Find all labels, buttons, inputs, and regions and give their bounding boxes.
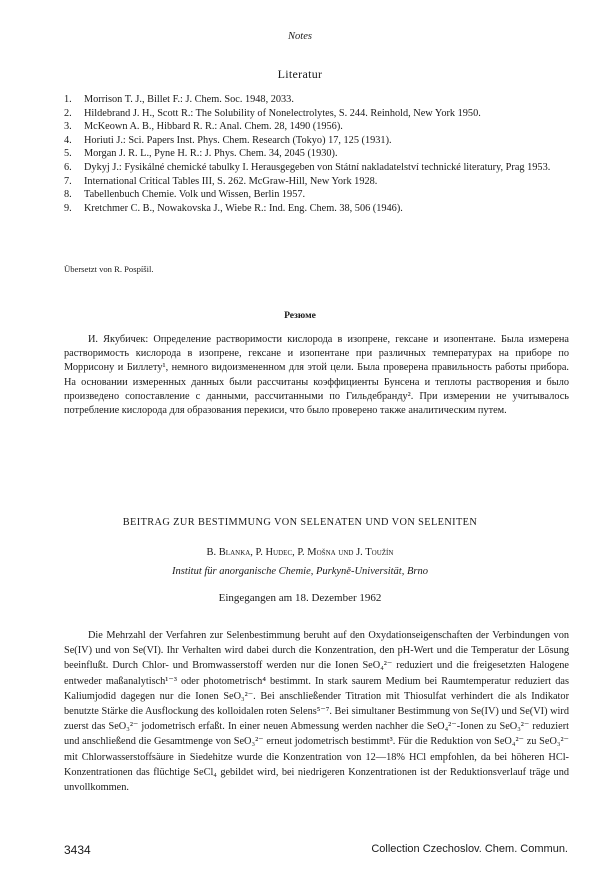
reference-number: 1. — [64, 94, 72, 105]
reference-item — [64, 188, 569, 202]
reference-number: 8. — [64, 189, 72, 201]
reference-text: Horiuti J.: Sci. Papers Inst. Phys. Chem. Research (Tokyo) 17, 125 (1931). — [84, 134, 392, 146]
resume-paragraph: И. Якубичек: Определение растворимости кислорода в изопрене, гексане и изопентане. Была измерена растворимость кислорода в изопрене, гексане и изопентане при различных температурах на приборе по Моррисону и Биллету¹, немного видоизмененном для этой цели. Была проверена правильность работы прибора. На основании измеренных данных были рассчитаны коэффициенты Бунсена и теплоты растворения и было произведено сопоставление с данными, рассчитанными по Гильдебранду². При измерении не учитывалось потребление кислорода для образования перекиси, что было проверено также аналитическим путем. — [64, 334, 569, 417]
journal-name: Collection Czechoslov. Chem. Commun. — [371, 843, 568, 855]
reference-number: 3. — [64, 121, 72, 133]
reference-item — [64, 93, 569, 107]
reference-text: Morrison T. J., Billet F.: J. Chem. Soc. 1948, 2033. — [84, 94, 294, 105]
reference-text: Dykyj J.: Fysikálné chemické tabulky I. Herausgegeben von Státní nakladatelství technické literatury, Prag 1953. — [84, 161, 551, 173]
reference-number: 7. — [64, 175, 72, 187]
page-number: 3434 — [64, 843, 91, 857]
running-header: Notes — [288, 31, 312, 42]
reference-number: 2. — [64, 107, 72, 119]
resume-heading: Резюме — [284, 310, 316, 321]
body-paragraph: Die Mehrzahl der Verfahren zur Selenbestimmung beruht auf den Oxydationseigenschaften der Verbindungen von Se(IV) und von Se(VI). Ihr Verhalten wird dabei durch die Konzentration, den pH-Wert und die Temperatur der Lösung beeinflußt. Durch Chlor- und Bromwasserstoff werden nur die Ionen SeO₄²⁻ reduziert und die freigesetzten Halogene entweder maßanalytisch¹⁻³ oder photometrisch⁴ bestimmt. In stark saurem Medium bei Raumtemperatur reduziert das Kaliumjodid dagegen nur die Ionen SeO₃²⁻. Bei anschließender Titration mit Thiosulfat verhindert die als Indikator benutzte Stärke die Ausflockung des kolloidalen roten Selens⁵⁻⁷. Bei simultaner Bestimmung von Se(IV) und Se(VI) wird zuerst das SeO₃²⁻ jodometrisch erfaßt. In einer neuen Abmessung werden nachher die SeO₄²⁻-Ionen zu SeO₃²⁻ reduziert und anschließend die Gesamtmenge von SeO₃²⁻ erneut jodometrisch bestimmt³. Für die Reduktion von SeO₄²⁻ zu SeO₃²⁻ mit Chlorwasserstoffsäure in Siedehitze wurde die Konzentration von 12—18% HCl empfohlen, da bei höheren HCl-Konzentrationen das flüchtige SeCl₄ gebildet wird, bei niedrigeren Konzentrationen ist der Reduktionsverlauf träge und unvollkommen. — [64, 630, 569, 794]
literature-heading: Literatur — [277, 67, 323, 81]
reference-text: Tabellenbuch Chemie. Volk und Wissen, Berlin 1957. — [84, 189, 306, 201]
reference-item — [64, 202, 569, 216]
reference-number: 5. — [64, 148, 72, 160]
received-date: Eingegangen am 18. Dezember 1962 — [218, 592, 382, 604]
institute-affiliation: Institut für anorganische Chemie, Purkyně-Universität, Brno — [172, 566, 428, 577]
reference-item — [64, 120, 569, 134]
reference-text: McKeown A. B., Hibbard R. R.: Anal. Chem. 28, 1490 (1956). — [84, 121, 343, 133]
translator-credit: Übersetzt von R. Pospíšil. — [64, 264, 154, 274]
author-list: B. Blanka, P. Hudec, P. Mošna und J. Toužín — [206, 547, 394, 558]
reference-item — [64, 107, 569, 121]
reference-number: 4. — [64, 134, 72, 146]
article-title: BEITRAG ZUR BESTIMMUNG VON SELENATEN UND VON SELENITEN — [122, 517, 478, 528]
reference-text: Morgan J. R. L., Pyne H. R.: J. Phys. Chem. 34, 2045 (1930). — [84, 148, 338, 160]
reference-item — [64, 134, 569, 148]
reference-text: International Critical Tables III, S. 262. McGraw-Hill, New York 1928. — [84, 175, 378, 187]
reference-number: 6. — [64, 161, 72, 173]
reference-list — [64, 93, 569, 215]
reference-text: Kretchmer C. B., Nowakovska J., Wiebe R.: Ind. Eng. Chem. 38, 506 (1946). — [84, 202, 403, 214]
reference-text: Hildebrand J. H., Scott R.: The Solubility of Nonelectrolytes, S. 244. Reinhold, New York 1950. — [84, 107, 481, 119]
reference-item — [64, 175, 569, 189]
reference-number: 9. — [64, 202, 72, 214]
reference-item — [64, 161, 569, 175]
reference-item — [64, 147, 569, 161]
